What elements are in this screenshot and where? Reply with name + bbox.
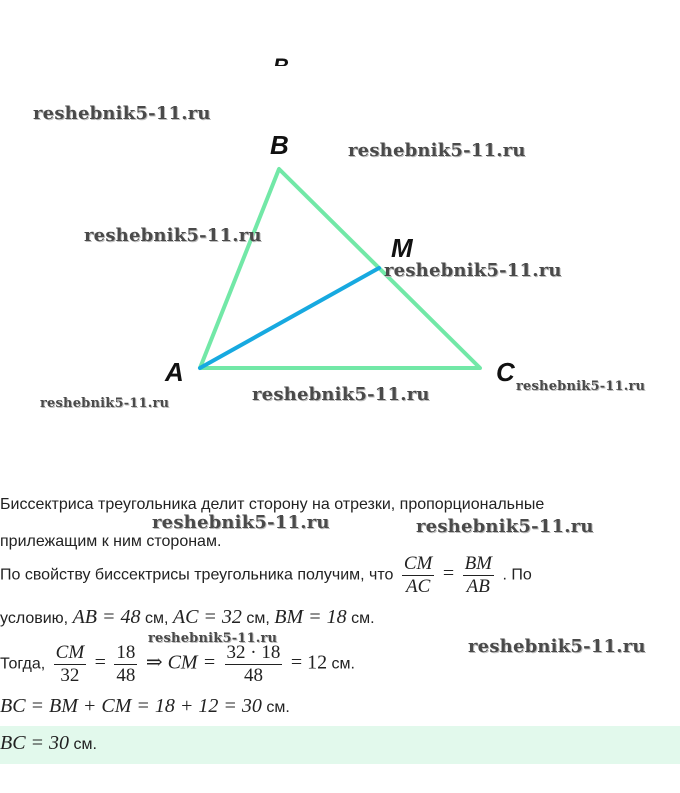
watermark: reshebnik5-11.ru <box>384 260 562 281</box>
fraction-denominator: AB <box>466 576 490 597</box>
text-then: Тогда, <box>0 655 46 673</box>
math-bm: BM = 18 <box>274 606 347 628</box>
fraction-numerator: CM <box>55 642 85 663</box>
watermark: reshebnik5-11.ru <box>148 631 278 646</box>
watermark: reshebnik5-11.ru <box>516 379 646 394</box>
implies-cm: ⇒ CM = <box>145 651 217 674</box>
equals-sign: = <box>442 562 455 585</box>
watermark: reshebnik5-11.ru <box>40 396 170 411</box>
text-po: . По <box>502 566 532 584</box>
text-property: По свойству биссектрисы треугольника получим, что <box>0 566 394 584</box>
fraction-cm-ac <box>402 553 435 598</box>
unit-cm: см. <box>266 699 290 716</box>
bisector-am <box>200 268 379 368</box>
fraction-denominator: AC <box>405 576 431 597</box>
watermark: reshebnik5-11.ru <box>84 225 262 246</box>
unit-cm: см. <box>351 610 375 627</box>
watermark: reshebnik5-11.ru <box>33 103 211 124</box>
fraction-denominator: 32 <box>60 665 80 686</box>
fraction-18-48 <box>114 642 137 687</box>
unit-cm: см, <box>144 610 169 627</box>
label-a: A <box>165 357 184 387</box>
paragraph-2 <box>0 553 532 598</box>
fraction-bm-ab <box>463 553 494 598</box>
paragraph-1-line-2: прилежащим к ним сторонам. <box>0 533 222 550</box>
unit-cm: см. <box>331 655 355 673</box>
fraction-numerator: 32 · 18 <box>226 642 281 663</box>
fraction-numerator: CM <box>403 553 433 574</box>
fraction-denominator: 48 <box>116 665 136 686</box>
watermark: reshebnik5-11.ru <box>348 140 526 161</box>
equals-sign: = <box>94 651 106 674</box>
math-ac: AC = 32 <box>172 606 242 628</box>
result-12: = 12 <box>290 651 328 674</box>
paragraph-3 <box>0 606 375 629</box>
fraction-numerator: BM <box>464 553 492 574</box>
math-ab: AB = 48 <box>72 606 141 628</box>
fraction-numerator: 18 <box>116 642 136 663</box>
label-c: C <box>496 357 515 387</box>
fraction-32x18-48 <box>225 642 283 687</box>
fraction-cm-32 <box>54 642 87 687</box>
watermark: reshebnik5-11.ru <box>252 384 430 405</box>
label-b: B <box>270 130 289 160</box>
answer-line <box>0 732 97 755</box>
watermark: reshebnik5-11.ru <box>468 636 646 657</box>
answer-box <box>0 726 680 764</box>
answer-expression: BC = 30 <box>0 732 70 754</box>
paragraph-5 <box>0 695 290 718</box>
watermark: reshebnik5-11.ru <box>152 512 330 533</box>
unit-cm: см. <box>73 736 97 753</box>
watermark: reshebnik5-11.ru <box>416 516 594 537</box>
math-bc-sum: BC = BM + CM = 18 + 12 = 30 <box>0 695 262 717</box>
paragraph-1-line-1: Биссектриса треугольника делит сторону на отрезки, пропорциональные <box>0 496 545 513</box>
fraction-denominator: 48 <box>243 665 263 686</box>
label-m: M <box>391 233 413 263</box>
paragraph-4 <box>0 642 355 687</box>
unit-cm: см, <box>246 610 270 627</box>
text-condition: условию, <box>0 610 69 627</box>
